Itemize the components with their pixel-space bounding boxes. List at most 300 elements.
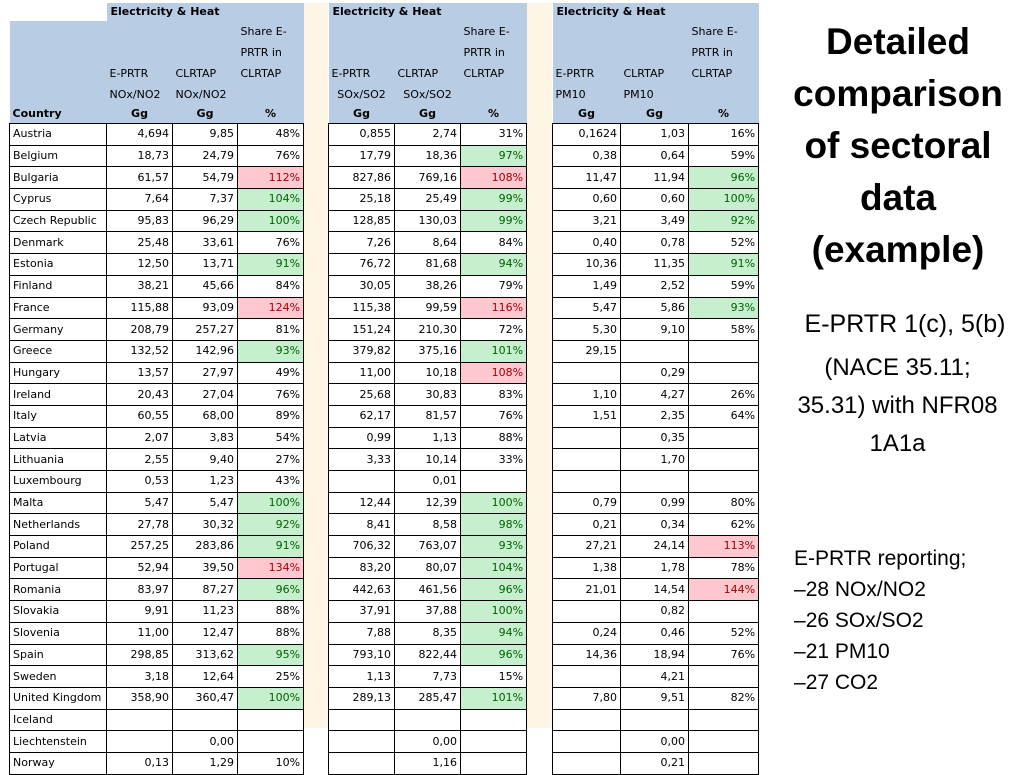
country-cell: France — [10, 297, 107, 319]
pm10-share-cell — [689, 471, 759, 493]
sox-share-cell: 96% — [461, 644, 527, 666]
pm10-share-cell: 52% — [689, 622, 759, 644]
country-cell: Cyprus — [10, 189, 107, 211]
pm10-clrtap-cell: 0,82 — [621, 601, 689, 623]
pm10-eprtr-cell — [553, 471, 621, 493]
table-row — [553, 644, 759, 666]
nox-share-cell: 93% — [238, 340, 304, 362]
table-row — [553, 731, 759, 753]
pm10-share-cell — [689, 601, 759, 623]
table-row — [329, 622, 527, 644]
pm10-eprtr-cell: 5,30 — [553, 319, 621, 341]
nox-eprtr-cell: 3,18 — [107, 666, 173, 688]
nox-col-eprtr-pollutant: NOx/NO2 — [107, 84, 173, 105]
nox-clrtap-cell: 7,37 — [173, 189, 238, 211]
nox-eprtr-cell: 0,53 — [107, 471, 173, 493]
table-row — [329, 124, 527, 146]
pm10-clrtap-cell: 0,64 — [621, 145, 689, 167]
sox-share-cell: 101% — [461, 340, 527, 362]
table-row — [10, 752, 304, 774]
slide-title-line: data — [859, 177, 937, 218]
pm10-share-cell: 59% — [689, 145, 759, 167]
country-cell: Greece — [10, 340, 107, 362]
pm10-eprtr-cell: 0,60 — [553, 189, 621, 211]
nox-eprtr-cell: 0,13 — [107, 752, 173, 774]
nox-clrtap-cell: 142,96 — [173, 340, 238, 362]
pm10-eprtr-cell: 0,40 — [553, 232, 621, 254]
sox-share-cell: 96% — [461, 579, 527, 601]
nox-clrtap-cell: 11,23 — [173, 601, 238, 623]
country-cell: Austria — [10, 124, 107, 146]
sox-share-cell: 101% — [461, 687, 527, 709]
table-row — [329, 189, 527, 211]
sox-eprtr-cell: 17,79 — [329, 145, 395, 167]
sox-col-eprtr: E-PRTR — [329, 63, 395, 84]
sox-share-cell — [461, 471, 527, 493]
sox-clrtap-cell: 375,16 — [395, 340, 461, 362]
sox-clrtap-cell: 30,83 — [395, 384, 461, 406]
table-row — [329, 492, 527, 514]
sox-share-cell: 100% — [461, 601, 527, 623]
pm10-share-cell: 26% — [689, 384, 759, 406]
nox-share-cell: 95% — [238, 644, 304, 666]
nox-clrtap-cell: 24,79 — [173, 145, 238, 167]
table-row — [10, 622, 304, 644]
table-row — [10, 709, 304, 731]
nox-share-cell: 76% — [238, 384, 304, 406]
sox-share-cell: 33% — [461, 449, 527, 471]
table-row — [329, 384, 527, 406]
table-row — [329, 752, 527, 774]
pm10-eprtr-cell — [553, 362, 621, 384]
pm10-unit-clrtap: Gg — [621, 105, 689, 124]
table-row — [553, 622, 759, 644]
table-row — [553, 340, 759, 362]
table-row — [329, 362, 527, 384]
sox-col-eprtr-pollutant: SOx/SO2 — [329, 84, 395, 105]
table-row — [10, 557, 304, 579]
pm10-clrtap-cell: 11,35 — [621, 254, 689, 276]
country-cell: Finland — [10, 275, 107, 297]
pm10-share-cell: 96% — [689, 167, 759, 189]
country-cell: Bulgaria — [10, 167, 107, 189]
nox-clrtap-cell: 1,29 — [173, 752, 238, 774]
nox-clrtap-cell: 33,61 — [173, 232, 238, 254]
nox-share-cell: 112% — [238, 167, 304, 189]
nox-col-clrtap-pollutant: NOx/NO2 — [173, 84, 238, 105]
table-row — [10, 666, 304, 688]
sox-share-cell: 97% — [461, 145, 527, 167]
nox-eprtr-cell: 52,94 — [107, 557, 173, 579]
sox-eprtr-cell: 442,63 — [329, 579, 395, 601]
nox-share-header-2: PRTR in — [238, 42, 304, 63]
pm10-share-cell: 64% — [689, 405, 759, 427]
table-row — [553, 471, 759, 493]
table-row — [329, 731, 527, 753]
nox-eprtr-cell: 13,57 — [107, 362, 173, 384]
sox-share-cell: 108% — [461, 362, 527, 384]
sox-eprtr-cell — [329, 752, 395, 774]
table-row — [10, 340, 304, 362]
sox-eprtr-cell: 793,10 — [329, 644, 395, 666]
sox-eprtr-cell — [329, 709, 395, 731]
table-row — [553, 189, 759, 211]
nox-eprtr-cell: 298,85 — [107, 644, 173, 666]
sox-clrtap-cell: 1,13 — [395, 427, 461, 449]
table-row — [329, 666, 527, 688]
nox-share-cell — [238, 709, 304, 731]
pm10-eprtr-cell: 21,01 — [553, 579, 621, 601]
sox-share-cell: 31% — [461, 124, 527, 146]
nace-line: 35.31) with NFR08 — [797, 392, 998, 419]
nox-clrtap-cell: 12,47 — [173, 622, 238, 644]
sox-clrtap-cell: 10,18 — [395, 362, 461, 384]
nox-eprtr-cell: 7,64 — [107, 189, 173, 211]
table-row — [553, 362, 759, 384]
pm10-share-cell — [689, 449, 759, 471]
table-row — [553, 275, 759, 297]
nox-eprtr-cell: 60,55 — [107, 405, 173, 427]
table-row — [10, 210, 304, 232]
sox-table-body — [329, 124, 527, 775]
table-row — [10, 362, 304, 384]
sox-eprtr-cell: 62,17 — [329, 405, 395, 427]
table-row — [329, 427, 527, 449]
table-row — [10, 167, 304, 189]
nox-share-cell: 10% — [238, 752, 304, 774]
sox-share-header-2: PRTR in — [461, 42, 527, 63]
pm10-clrtap-cell — [621, 471, 689, 493]
sox-clrtap-cell: 130,03 — [395, 210, 461, 232]
pm10-eprtr-cell — [553, 427, 621, 449]
nox-clrtap-cell: 27,04 — [173, 384, 238, 406]
reporting-summary — [794, 543, 966, 698]
country-cell: Iceland — [10, 709, 107, 731]
nace-line: 1A1a — [869, 430, 926, 457]
nox-table — [9, 3, 304, 775]
pm10-eprtr-cell: 1,38 — [553, 557, 621, 579]
nox-clrtap-cell: 5,47 — [173, 492, 238, 514]
table-row — [329, 557, 527, 579]
pm10-eprtr-cell: 0,21 — [553, 514, 621, 536]
pm10-clrtap-cell: 1,78 — [621, 557, 689, 579]
reporting-title: E-PRTR reporting; — [794, 547, 967, 570]
table-row — [553, 536, 759, 558]
pm10-share-cell: 16% — [689, 124, 759, 146]
pm10-clrtap-cell: 2,35 — [621, 405, 689, 427]
nox-clrtap-cell: 9,85 — [173, 124, 238, 146]
pm10-clrtap-cell: 3,49 — [621, 210, 689, 232]
pm10-clrtap-cell: 0,35 — [621, 427, 689, 449]
sox-clrtap-cell: 8,35 — [395, 622, 461, 644]
table-row — [10, 297, 304, 319]
pm10-eprtr-cell: 5,47 — [553, 297, 621, 319]
sox-share-header-1: Share E- — [461, 21, 527, 42]
sox-eprtr-cell: 1,13 — [329, 666, 395, 688]
sox-share-cell: 100% — [461, 492, 527, 514]
sox-eprtr-cell: 7,88 — [329, 622, 395, 644]
reporting-item: –26 SOx/SO2 — [794, 609, 924, 632]
pm10-col-clrtap: CLRTAP — [621, 63, 689, 84]
nox-clrtap-cell: 360,47 — [173, 687, 238, 709]
pm10-share-cell — [689, 731, 759, 753]
sox-clrtap-cell: 38,26 — [395, 275, 461, 297]
nox-clrtap-cell: 3,83 — [173, 427, 238, 449]
column-gap-band-1 — [304, 3, 328, 728]
slide-title — [780, 16, 1016, 276]
pm10-table-body — [553, 124, 759, 775]
sox-clrtap-cell: 8,64 — [395, 232, 461, 254]
sox-eprtr-cell: 128,85 — [329, 210, 395, 232]
pm10-clrtap-cell: 18,94 — [621, 644, 689, 666]
country-cell: Latvia — [10, 427, 107, 449]
sox-share-cell — [461, 709, 527, 731]
pm10-clrtap-cell: 1,03 — [621, 124, 689, 146]
sox-share-cell: 93% — [461, 536, 527, 558]
sox-unit-clrtap: Gg — [395, 105, 461, 124]
nox-eprtr-cell: 25,48 — [107, 232, 173, 254]
table-row — [329, 449, 527, 471]
country-cell: Belgium — [10, 145, 107, 167]
sox-eprtr-cell: 7,26 — [329, 232, 395, 254]
pm10-eprtr-cell: 10,36 — [553, 254, 621, 276]
pm10-clrtap-cell: 0,46 — [621, 622, 689, 644]
table-row — [10, 601, 304, 623]
nox-share-cell: 92% — [238, 514, 304, 536]
pm10-share-cell — [689, 752, 759, 774]
pm10-share-cell — [689, 362, 759, 384]
sox-table — [328, 3, 527, 775]
table-row — [553, 709, 759, 731]
pm10-eprtr-cell: 3,21 — [553, 210, 621, 232]
table-row — [329, 709, 527, 731]
table-row — [553, 752, 759, 774]
nox-share-cell: 96% — [238, 579, 304, 601]
table-row — [10, 275, 304, 297]
nox-share-cell: 91% — [238, 536, 304, 558]
pm10-col-eprtr-pollutant: PM10 — [553, 84, 621, 105]
pm10-share-cell: 100% — [689, 189, 759, 211]
sox-share-header-3: CLRTAP — [461, 63, 527, 84]
sox-col-clrtap-pollutant: SOx/SO2 — [395, 84, 461, 105]
pm10-eprtr-cell: 1,51 — [553, 405, 621, 427]
nox-share-cell: 134% — [238, 557, 304, 579]
country-cell: Hungary — [10, 362, 107, 384]
nox-eprtr-cell: 12,50 — [107, 254, 173, 276]
table-row — [329, 536, 527, 558]
pm10-share-cell: 82% — [689, 687, 759, 709]
country-cell: Slovakia — [10, 601, 107, 623]
pm10-clrtap-cell: 4,27 — [621, 384, 689, 406]
nox-unit-share: % — [238, 105, 304, 124]
table-row — [329, 232, 527, 254]
table-row — [329, 687, 527, 709]
nox-share-cell — [238, 731, 304, 753]
sox-eprtr-cell: 0,99 — [329, 427, 395, 449]
sox-share-cell: 108% — [461, 167, 527, 189]
sox-clrtap-cell — [395, 709, 461, 731]
pm10-clrtap-cell: 0,21 — [621, 752, 689, 774]
pm10-clrtap-cell: 24,14 — [621, 536, 689, 558]
table-row — [553, 579, 759, 601]
pm10-eprtr-cell — [553, 731, 621, 753]
nox-share-cell: 100% — [238, 210, 304, 232]
table-row — [329, 471, 527, 493]
country-cell: Lithuania — [10, 449, 107, 471]
country-cell: Czech Republic — [10, 210, 107, 232]
table-row — [329, 319, 527, 341]
pm10-eprtr-cell: 0,79 — [553, 492, 621, 514]
sox-eprtr-cell: 289,13 — [329, 687, 395, 709]
sox-share-cell: 79% — [461, 275, 527, 297]
sox-clrtap-cell: 1,16 — [395, 752, 461, 774]
pm10-eprtr-cell: 14,36 — [553, 644, 621, 666]
pm10-share-cell: 62% — [689, 514, 759, 536]
table-row — [329, 405, 527, 427]
nox-eprtr-cell: 132,52 — [107, 340, 173, 362]
table-row — [553, 557, 759, 579]
pm10-eprtr-cell: 0,24 — [553, 622, 621, 644]
nox-unit-clrtap: Gg — [173, 105, 238, 124]
slide-title-line: (example) — [811, 229, 985, 270]
country-cell: Liechtenstein — [10, 731, 107, 753]
pm10-eprtr-cell: 29,15 — [553, 340, 621, 362]
pm10-share-cell: 58% — [689, 319, 759, 341]
table-row — [10, 579, 304, 601]
table-row — [553, 167, 759, 189]
pm10-share-header-2: PRTR in — [689, 42, 759, 63]
sox-clrtap-cell: 81,68 — [395, 254, 461, 276]
nox-share-cell: 76% — [238, 145, 304, 167]
table-row — [329, 210, 527, 232]
nox-table-body — [10, 124, 304, 775]
table-row — [553, 427, 759, 449]
sox-col-clrtap: CLRTAP — [395, 63, 461, 84]
sox-eprtr-cell: 25,18 — [329, 189, 395, 211]
table-row — [10, 449, 304, 471]
sox-clrtap-cell: 25,49 — [395, 189, 461, 211]
sox-share-cell: 98% — [461, 514, 527, 536]
pm10-share-cell: 78% — [689, 557, 759, 579]
sox-clrtap-cell: 18,36 — [395, 145, 461, 167]
pm10-share-cell: 113% — [689, 536, 759, 558]
nox-eprtr-cell: 2,55 — [107, 449, 173, 471]
nox-eprtr-cell: 358,90 — [107, 687, 173, 709]
table-row — [329, 145, 527, 167]
country-cell: Malta — [10, 492, 107, 514]
eprtr-activity-subtitle: E-PRTR 1(c), 5(b) — [804, 310, 1006, 338]
slide-title-line: of sectoral — [804, 125, 992, 166]
sox-share-cell — [461, 731, 527, 753]
table-row — [553, 405, 759, 427]
nox-eprtr-cell: 9,91 — [107, 601, 173, 623]
sox-eprtr-cell: 25,68 — [329, 384, 395, 406]
sox-unit-eprtr: Gg — [329, 105, 395, 124]
table-row — [553, 232, 759, 254]
nox-clrtap-cell: 257,27 — [173, 319, 238, 341]
nox-eprtr-cell: 4,694 — [107, 124, 173, 146]
sox-clrtap-cell: 10,14 — [395, 449, 461, 471]
sox-clrtap-cell: 2,74 — [395, 124, 461, 146]
sox-clrtap-cell: 461,56 — [395, 579, 461, 601]
nox-table-title: Electricity & Heat — [107, 3, 304, 21]
nox-share-cell: 100% — [238, 687, 304, 709]
table-row — [10, 514, 304, 536]
nox-share-cell: 84% — [238, 275, 304, 297]
sox-eprtr-cell: 8,41 — [329, 514, 395, 536]
table-row — [553, 492, 759, 514]
nox-col-eprtr: E-PRTR — [107, 63, 173, 84]
sox-clrtap-cell: 99,59 — [395, 297, 461, 319]
pm10-share-cell: 91% — [689, 254, 759, 276]
pm10-share-cell — [689, 340, 759, 362]
country-cell: Norway — [10, 752, 107, 774]
pm10-share-cell: 93% — [689, 297, 759, 319]
pm10-clrtap-cell: 0,60 — [621, 189, 689, 211]
nace-line: (NACE 35.11; — [824, 354, 971, 381]
pm10-share-header-3: CLRTAP — [689, 63, 759, 84]
nox-share-cell: 89% — [238, 405, 304, 427]
nox-clrtap-cell: 1,23 — [173, 471, 238, 493]
table-row — [10, 471, 304, 493]
table-row — [553, 145, 759, 167]
sox-eprtr-cell: 83,20 — [329, 557, 395, 579]
table-row — [10, 687, 304, 709]
nox-share-header-3: CLRTAP — [238, 63, 304, 84]
reporting-item: –28 NOx/NO2 — [794, 578, 926, 601]
nox-eprtr-cell — [107, 709, 173, 731]
sox-clrtap-cell: 7,73 — [395, 666, 461, 688]
nox-share-cell: 104% — [238, 189, 304, 211]
country-cell: Slovenia — [10, 622, 107, 644]
country-cell: United Kingdom — [10, 687, 107, 709]
sox-clrtap-cell: 763,07 — [395, 536, 461, 558]
pm10-clrtap-cell: 0,34 — [621, 514, 689, 536]
pm10-clrtap-cell — [621, 709, 689, 731]
nox-eprtr-cell: 61,57 — [107, 167, 173, 189]
table-row — [10, 319, 304, 341]
pm10-share-cell: 80% — [689, 492, 759, 514]
reporting-item: –27 CO2 — [794, 671, 879, 694]
pm10-eprtr-cell — [553, 666, 621, 688]
pm10-clrtap-cell: 14,54 — [621, 579, 689, 601]
table-row — [553, 319, 759, 341]
pm10-eprtr-cell: 0,1624 — [553, 124, 621, 146]
table-row — [329, 601, 527, 623]
nox-clrtap-cell: 68,00 — [173, 405, 238, 427]
nox-clrtap-cell: 54,79 — [173, 167, 238, 189]
nox-share-cell: 25% — [238, 666, 304, 688]
pm10-clrtap-cell: 9,51 — [621, 687, 689, 709]
sox-share-cell: 76% — [461, 405, 527, 427]
nox-clrtap-cell: 0,00 — [173, 731, 238, 753]
nox-clrtap-cell: 96,29 — [173, 210, 238, 232]
sox-clrtap-cell: 285,47 — [395, 687, 461, 709]
nace-subtitle — [775, 349, 1020, 463]
nox-clrtap-cell — [173, 709, 238, 731]
country-cell: Portugal — [10, 557, 107, 579]
table-row — [553, 449, 759, 471]
table-row — [329, 514, 527, 536]
nox-clrtap-cell: 283,86 — [173, 536, 238, 558]
table-row — [329, 644, 527, 666]
pm10-clrtap-cell: 9,10 — [621, 319, 689, 341]
pm10-eprtr-cell — [553, 752, 621, 774]
nox-eprtr-cell: 115,88 — [107, 297, 173, 319]
table-row — [553, 687, 759, 709]
table-row — [10, 189, 304, 211]
nox-eprtr-cell: 2,07 — [107, 427, 173, 449]
